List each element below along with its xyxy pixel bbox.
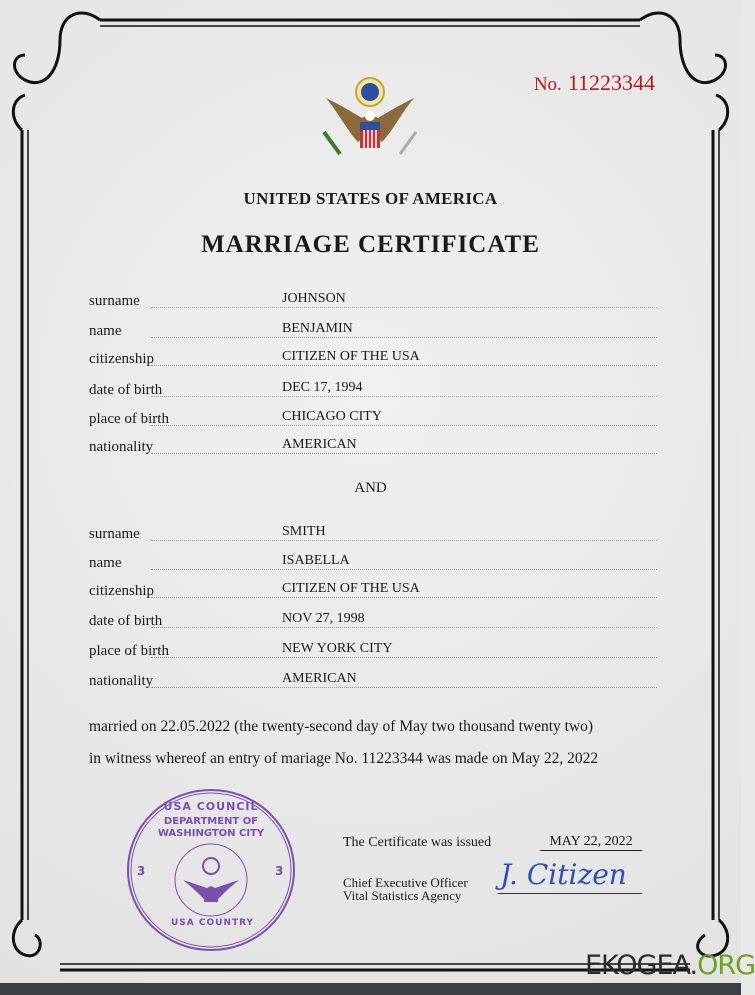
stamp-ring-text: DEPARTMENT OF WASHINGTON CITY xyxy=(157,816,265,839)
field-label: citizenship xyxy=(89,351,154,367)
issued-date: MAY 22, 2022 xyxy=(540,834,642,851)
stamp-top-text: USA COUNCIL xyxy=(163,800,259,813)
great-seal-eagle-icon xyxy=(318,72,422,168)
dotted-line xyxy=(151,425,657,426)
field-row xyxy=(89,640,657,660)
field-row xyxy=(89,610,657,630)
field-label: nationality xyxy=(89,439,154,455)
dotted-line xyxy=(151,627,657,628)
officer-block xyxy=(343,876,468,902)
field-value: ISABELLA xyxy=(282,553,350,568)
dotted-line xyxy=(151,396,657,397)
field-value: SMITH xyxy=(282,524,326,539)
married-statement: married on 22.05.2022 (the twenty-second day of May two thousand twenty two) xyxy=(89,718,594,735)
field-label: date of birth xyxy=(89,613,163,629)
officer-title: Chief Executive Officer xyxy=(343,875,468,890)
officer-agency: Vital Statistics Agency xyxy=(343,888,462,903)
dotted-line xyxy=(151,453,657,454)
field-label: nationality xyxy=(89,673,154,689)
field-value: NEW YORK CITY xyxy=(282,641,393,656)
certificate-title: MARRIAGE CERTIFICATE xyxy=(201,231,540,258)
watermark-a: EKOGEA. xyxy=(585,950,698,981)
field-label: place of birth xyxy=(89,411,169,427)
watermark xyxy=(585,950,755,981)
dotted-line xyxy=(151,365,657,366)
field-label: name xyxy=(89,323,122,339)
dotted-line xyxy=(151,540,657,541)
dotted-line xyxy=(151,597,657,598)
issued-label: The Certificate was issued xyxy=(343,835,492,850)
field-label: surname xyxy=(89,293,140,309)
number-value: 11223344 xyxy=(567,70,655,95)
bottom-strip xyxy=(0,983,741,995)
field-value: AMERICAN xyxy=(282,671,357,686)
field-value: DEC 17, 1994 xyxy=(282,380,363,395)
field-value: JOHNSON xyxy=(282,291,346,306)
witness-statement: in witness whereof an entry of mariage No. 11223344 was made on May 22, 2022 xyxy=(89,750,599,767)
field-row xyxy=(89,670,657,690)
watermark-b: ORG xyxy=(697,950,755,981)
field-label: surname xyxy=(89,526,140,542)
field-value: AMERICAN xyxy=(282,437,357,452)
country-heading: UNITED STATES OF AMERICA xyxy=(243,189,498,208)
dotted-line xyxy=(151,657,657,658)
field-value: CITIZEN OF THE USA xyxy=(282,581,420,596)
certificate-number xyxy=(534,70,655,96)
field-value: NOV 27, 1998 xyxy=(282,611,365,626)
field-row xyxy=(89,408,657,428)
field-label: date of birth xyxy=(89,382,163,398)
dotted-line xyxy=(151,307,657,308)
field-row xyxy=(89,552,657,572)
field-row xyxy=(89,290,657,310)
field-value: BENJAMIN xyxy=(282,321,353,336)
field-label: name xyxy=(89,555,122,571)
field-label: citizenship xyxy=(89,583,154,599)
stamp-mark-left: 3 xyxy=(137,864,146,878)
official-stamp xyxy=(125,788,297,953)
and-separator: AND xyxy=(354,480,387,496)
number-label: No. xyxy=(533,74,562,95)
stamp-bottom-text: USA COUNTRY xyxy=(171,918,255,928)
field-row xyxy=(89,580,657,600)
dotted-line xyxy=(151,687,657,688)
stamp-mark-right: 3 xyxy=(275,864,284,878)
field-label: place of birth xyxy=(89,643,169,659)
field-row xyxy=(89,320,657,340)
field-value: CHICAGO CITY xyxy=(282,409,382,424)
dotted-line xyxy=(151,337,657,338)
field-row xyxy=(89,348,657,368)
field-row xyxy=(89,379,657,399)
field-value: CITIZEN OF THE USA xyxy=(282,349,420,364)
field-row xyxy=(89,523,657,543)
field-row xyxy=(89,436,657,456)
dotted-line xyxy=(151,569,657,570)
signature-line xyxy=(498,893,642,894)
signature: J. Citizen xyxy=(500,858,627,891)
